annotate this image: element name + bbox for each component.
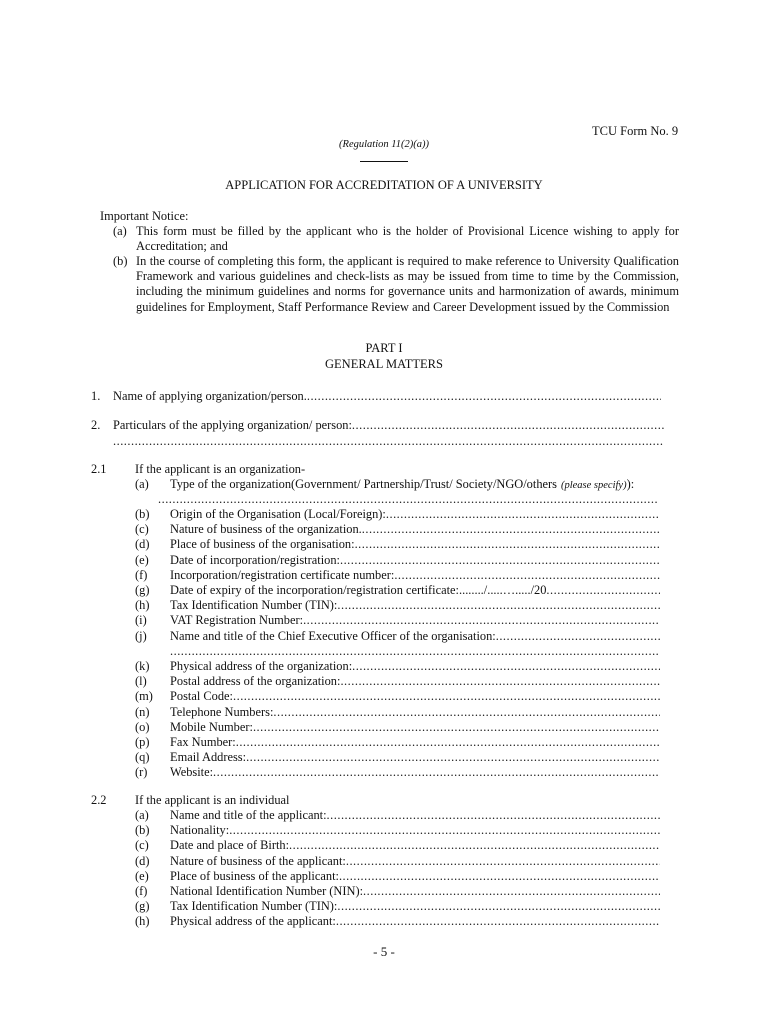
item-label: (n) <box>135 704 150 719</box>
fill-in-line[interactable] <box>113 434 664 449</box>
notice-item-text: In the course of completing this form, the applicant is required to make reference to University Qualification Framework and various guidelines and check-lists as may be issued from time to time by the Commission, including the minimum guidelines and norms for governance units and harmonization of awards, minimum guidelines for Employment, Staff Performance Review and Career Development issued by the Commission <box>136 254 679 314</box>
notice-heading: Important Notice: <box>100 209 189 223</box>
notice-item-b <box>113 254 679 315</box>
part-heading <box>0 340 768 372</box>
list-item <box>135 869 660 884</box>
fill-in-line[interactable] <box>496 629 660 644</box>
section-title: If the applicant is an individual <box>135 793 290 807</box>
fill-in-line[interactable] <box>170 644 660 659</box>
item-label: (r) <box>135 765 148 780</box>
item-text: VAT Registration Number: <box>170 613 304 628</box>
item-text: Telephone Numbers: <box>170 704 274 719</box>
item-text: Website: <box>170 765 214 780</box>
item-a-continuation <box>158 492 658 507</box>
list-item <box>135 750 660 765</box>
item-label: (b) <box>135 507 150 521</box>
notice-item-text: This form must be filled by the applicant who is the holder of Provisional Licence wishing to apply for Accreditation; and <box>136 224 679 254</box>
question-1 <box>91 389 661 404</box>
item-text: Origin of the Organisation (Local/Foreign): <box>170 507 386 521</box>
question-number: 2. <box>91 418 101 432</box>
question-text: Particulars of the applying organization/ person: <box>113 418 352 432</box>
list-item <box>135 720 660 735</box>
item-text: Date of expiry of the incorporation/registration certificate:......../.....…...../20 <box>170 583 547 597</box>
list-item <box>135 808 660 823</box>
item-text: Place of business of the applicant: <box>170 868 339 883</box>
part-label: PART I <box>365 341 403 355</box>
item-text: Incorporation/registration certificate number: <box>170 567 395 582</box>
list-item <box>135 613 660 628</box>
fill-in-line[interactable] <box>340 674 660 689</box>
list-item <box>135 583 660 598</box>
fill-in-line[interactable] <box>246 750 660 765</box>
list-item <box>135 914 660 929</box>
list-item <box>135 522 660 537</box>
item-end: ): <box>626 477 635 491</box>
fill-in-line[interactable] <box>336 914 660 929</box>
list-item <box>135 735 660 750</box>
item-label: (k) <box>135 659 150 673</box>
item-text: Fax Number: <box>170 735 236 749</box>
item-text: Physical address of the applicant: <box>170 914 336 929</box>
item-text: Place of business of the organisation: <box>170 537 355 552</box>
fill-in-line[interactable] <box>233 689 660 704</box>
fill-in-line[interactable] <box>213 765 660 780</box>
item-label: (c) <box>135 838 149 853</box>
item-label: (h) <box>135 914 150 929</box>
item-label: (p) <box>135 735 150 749</box>
list-item <box>135 765 660 780</box>
section-2-2-heading <box>91 793 290 808</box>
item-text: National Identification Number (NIN): <box>170 884 364 898</box>
fill-in-line[interactable] <box>346 854 660 869</box>
fill-in-line[interactable] <box>546 583 660 598</box>
item-text: Date and place of Birth: <box>170 838 290 853</box>
item-text: Name and title of the applicant: <box>170 808 327 822</box>
item-a <box>135 477 634 493</box>
notice-item-label: (a) <box>113 224 127 238</box>
item-label: (i) <box>135 613 147 628</box>
question-2-continuation <box>113 434 664 449</box>
item-label: (a) <box>135 808 149 822</box>
item-text: Postal Code: <box>170 689 233 704</box>
item-label: (e) <box>135 868 149 883</box>
item-text: Nature of business of the organization. <box>170 522 362 537</box>
document-title: APPLICATION FOR ACCREDITATION OF A UNIVERSITY <box>225 178 543 192</box>
fill-in-line[interactable] <box>355 537 660 552</box>
fill-in-line[interactable] <box>339 869 660 884</box>
fill-in-line[interactable] <box>327 808 660 823</box>
item-label: (a) <box>135 477 149 491</box>
list-item <box>135 838 660 853</box>
page-number: - 5 - <box>373 944 395 959</box>
list-item <box>135 537 660 552</box>
divider-rule <box>360 161 408 162</box>
item-text: Date of incorporation/registration: <box>170 552 340 567</box>
fill-in-line[interactable] <box>229 823 660 838</box>
item-label: (o) <box>135 719 150 734</box>
item-label: (m) <box>135 689 153 704</box>
list-item <box>135 568 660 583</box>
fill-in-line[interactable] <box>386 507 660 522</box>
item-text: Tax Identification Number (TIN): <box>170 899 338 914</box>
fill-in-line[interactable] <box>337 598 660 613</box>
fill-in-line[interactable] <box>307 389 661 404</box>
item-label: (e) <box>135 552 149 567</box>
item-text: Email Address: <box>170 750 247 765</box>
section-2-1-heading <box>91 462 305 477</box>
item-label: (g) <box>135 583 150 597</box>
section-number: 2.1 <box>91 462 107 476</box>
list-item <box>135 507 660 522</box>
fill-in-line[interactable] <box>352 659 660 674</box>
item-continuation <box>170 644 660 659</box>
list-item <box>135 553 660 568</box>
section-number: 2.2 <box>91 793 107 807</box>
list-item <box>135 689 660 704</box>
item-label: (g) <box>135 899 150 914</box>
fill-in-line[interactable] <box>273 705 660 720</box>
item-text: Name and title of the Chief Executive Officer of the organisation: <box>170 628 496 643</box>
fill-in-line[interactable] <box>289 838 660 853</box>
fill-in-line[interactable] <box>363 884 660 899</box>
item-label: (l) <box>135 674 147 689</box>
item-text: Tax Identification Number (TIN): <box>170 598 338 613</box>
item-label: (d) <box>135 537 150 552</box>
list-item <box>135 674 660 689</box>
fill-in-line[interactable] <box>362 522 660 537</box>
part-title: GENERAL MATTERS <box>325 357 443 371</box>
item-label: (q) <box>135 750 150 765</box>
item-text: Mobile Number: <box>170 719 253 734</box>
item-text: Postal address of the organization: <box>170 674 341 689</box>
list-item <box>135 823 660 838</box>
item-label: (f) <box>135 884 148 898</box>
fill-in-line[interactable] <box>236 735 660 750</box>
question-text: Name of applying organization/person. <box>113 389 307 403</box>
item-label: (j) <box>135 628 147 643</box>
list-item <box>135 854 660 869</box>
form-number: TCU Form No. 9 <box>592 124 679 138</box>
list-item <box>135 659 660 674</box>
item-label: (h) <box>135 598 150 613</box>
item-specify: (please specify) <box>560 480 627 491</box>
list-item <box>135 629 660 644</box>
question-2 <box>91 418 664 433</box>
section-title: If the applicant is an organization- <box>135 462 306 476</box>
notice-item-label: (b) <box>113 254 128 268</box>
item-text: Physical address of the organization: <box>170 659 353 673</box>
fill-in-line[interactable] <box>158 492 658 507</box>
item-label: (d) <box>135 853 150 868</box>
item-label: (f) <box>135 567 148 582</box>
list-item <box>135 884 660 899</box>
regulation-reference: (Regulation 11(2)(a)) <box>339 139 429 150</box>
item-text: Type of the organization(Government/ Partnership/Trust/ Society/NGO/others <box>170 477 557 491</box>
list-item <box>135 899 660 914</box>
fill-in-line[interactable] <box>340 553 660 568</box>
list-item <box>135 598 660 613</box>
notice-item-a <box>113 224 679 254</box>
item-text: Nationality: <box>170 823 230 838</box>
fill-in-line[interactable] <box>352 418 664 433</box>
fill-in-line[interactable] <box>394 568 660 583</box>
fill-in-line[interactable] <box>337 899 660 914</box>
list-item <box>135 705 660 720</box>
item-label: (c) <box>135 522 149 537</box>
question-number: 1. <box>91 389 101 403</box>
item-text: Nature of business of the applicant: <box>170 853 346 868</box>
fill-in-line[interactable] <box>303 613 660 628</box>
item-label: (b) <box>135 823 150 838</box>
fill-in-line[interactable] <box>253 720 660 735</box>
